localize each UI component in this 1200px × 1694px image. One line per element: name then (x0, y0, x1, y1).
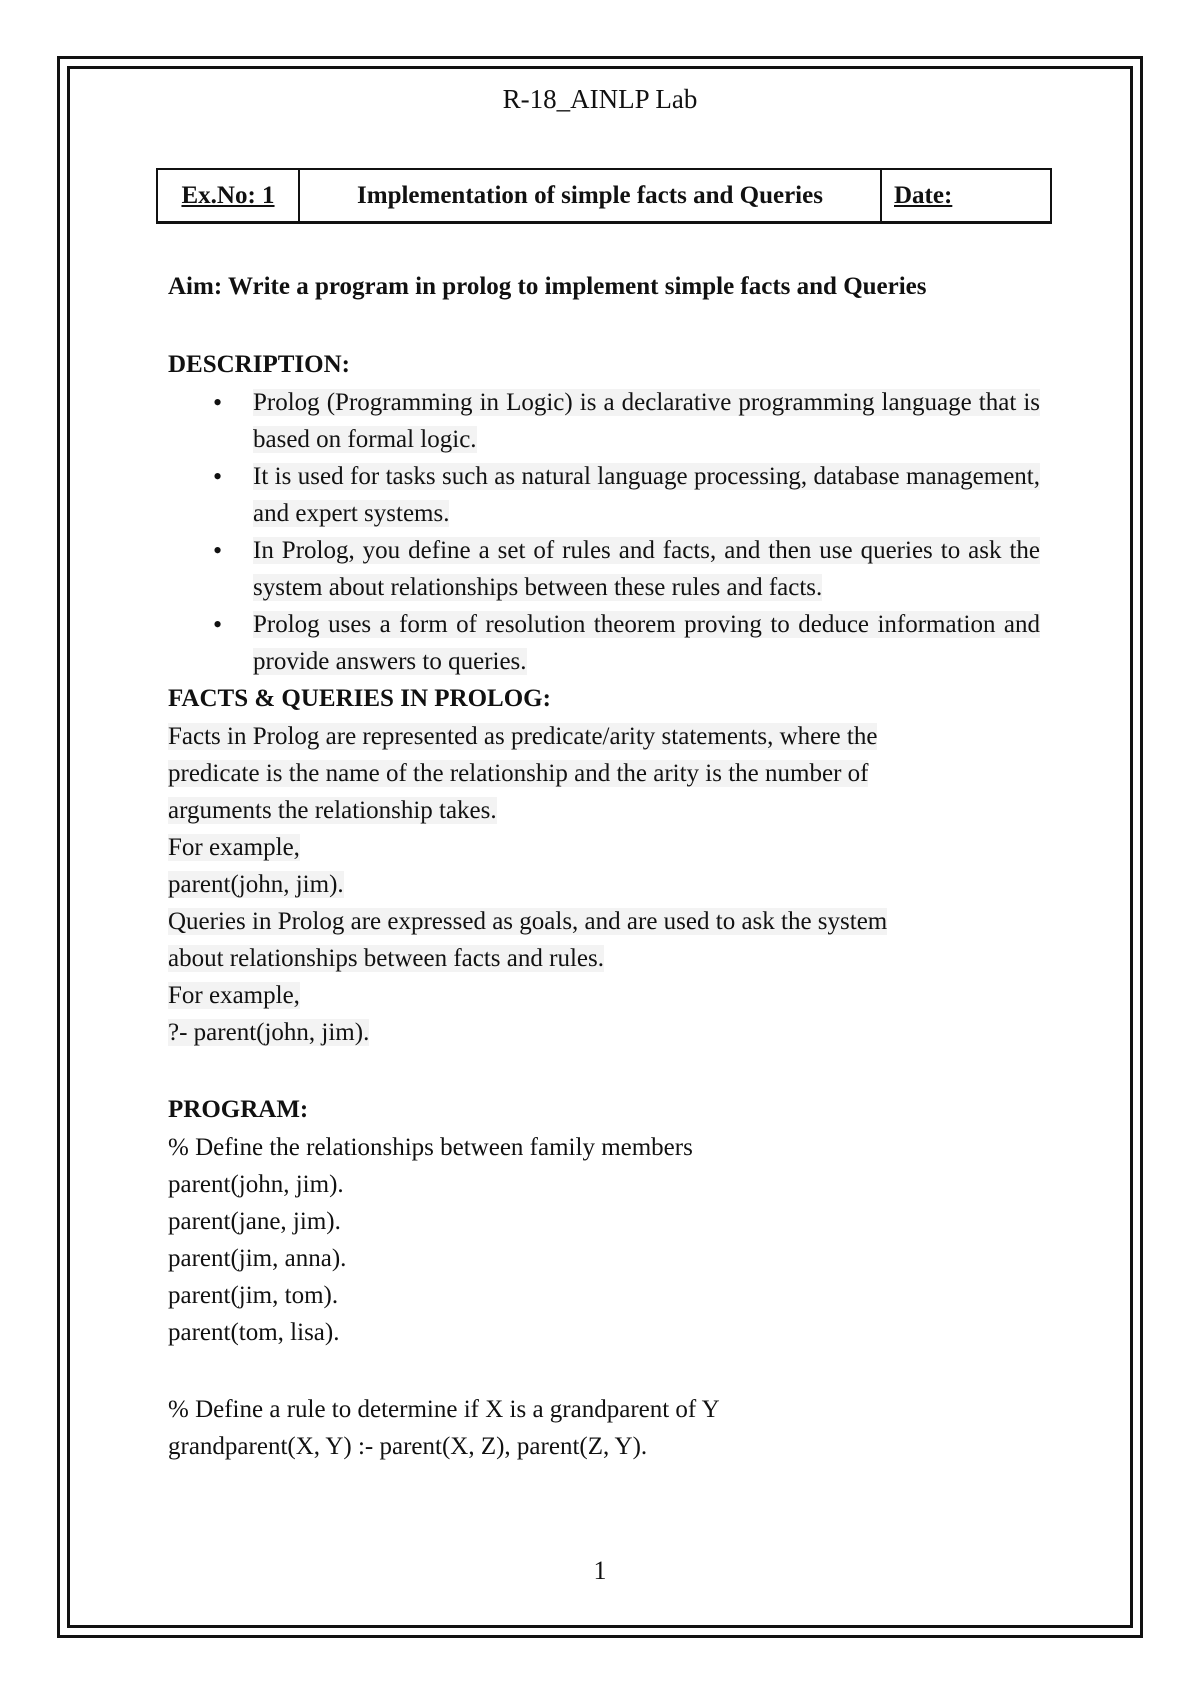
program-line: parent(jim, anna). (168, 1245, 347, 1272)
facts-line: about relationships between facts and rules. (168, 945, 604, 972)
description-heading: DESCRIPTION: (168, 351, 350, 378)
program-line: parent(john, jim). (168, 1171, 344, 1198)
exercise-title: Implementation of simple facts and Queries (357, 181, 823, 209)
facts-line: parent(john, jim). (168, 871, 344, 898)
description-bullet: • Prolog (Programming in Logic) is a declarative programming language that is based on formal logic. (253, 384, 1040, 458)
facts-line: For example, (168, 982, 300, 1009)
page-content (168, 268, 1040, 1465)
exercise-date-label: Date: (894, 181, 953, 209)
exercise-number-cell (158, 170, 300, 221)
description-bullet: • In Prolog, you define a set of rules and facts, and then use queries to ask the system about relationships between these rules and facts. (253, 532, 1040, 606)
program-heading: PROGRAM: (168, 1096, 309, 1123)
facts-line: arguments the relationship takes. (168, 797, 497, 824)
exercise-date-cell (882, 170, 1050, 221)
aim-statement: Aim: Write a program in prolog to implement simple facts and Queries (168, 273, 927, 300)
description-list (168, 384, 1040, 680)
exercise-title-cell (300, 170, 882, 221)
exercise-number: Ex.No: 1 (181, 181, 275, 209)
facts-line: Queries in Prolog are expressed as goals, and are used to ask the system (168, 908, 888, 935)
facts-line: ?- parent(john, jim). (168, 1019, 370, 1046)
description-bullet: • It is used for tasks such as natural language processing, database management, and expert systems. (253, 458, 1040, 532)
page-header: R-18_AINLP Lab (502, 84, 698, 114)
program-line: parent(jim, tom). (168, 1282, 339, 1309)
facts-line: Facts in Prolog are represented as predicate/arity statements, where the (168, 723, 878, 750)
page-number: 1 (593, 1556, 607, 1585)
facts-line: predicate is the name of the relationship and the arity is the number of (168, 760, 869, 787)
program-line: % Define a rule to determine if X is a grandparent of Y (168, 1396, 720, 1423)
facts-line: For example, (168, 834, 300, 861)
exercise-table (156, 168, 1052, 224)
program-line: parent(jane, jim). (168, 1208, 341, 1235)
program-line: % Define the relationships between family members (168, 1134, 693, 1161)
facts-queries-heading: FACTS & QUERIES IN PROLOG: (168, 685, 551, 712)
description-bullet: • Prolog uses a form of resolution theorem proving to deduce information and provide answers to queries. (253, 606, 1040, 680)
program-line: parent(tom, lisa). (168, 1319, 340, 1346)
program-line: grandparent(X, Y) :- parent(X, Z), parent(Z, Y). (168, 1433, 648, 1460)
